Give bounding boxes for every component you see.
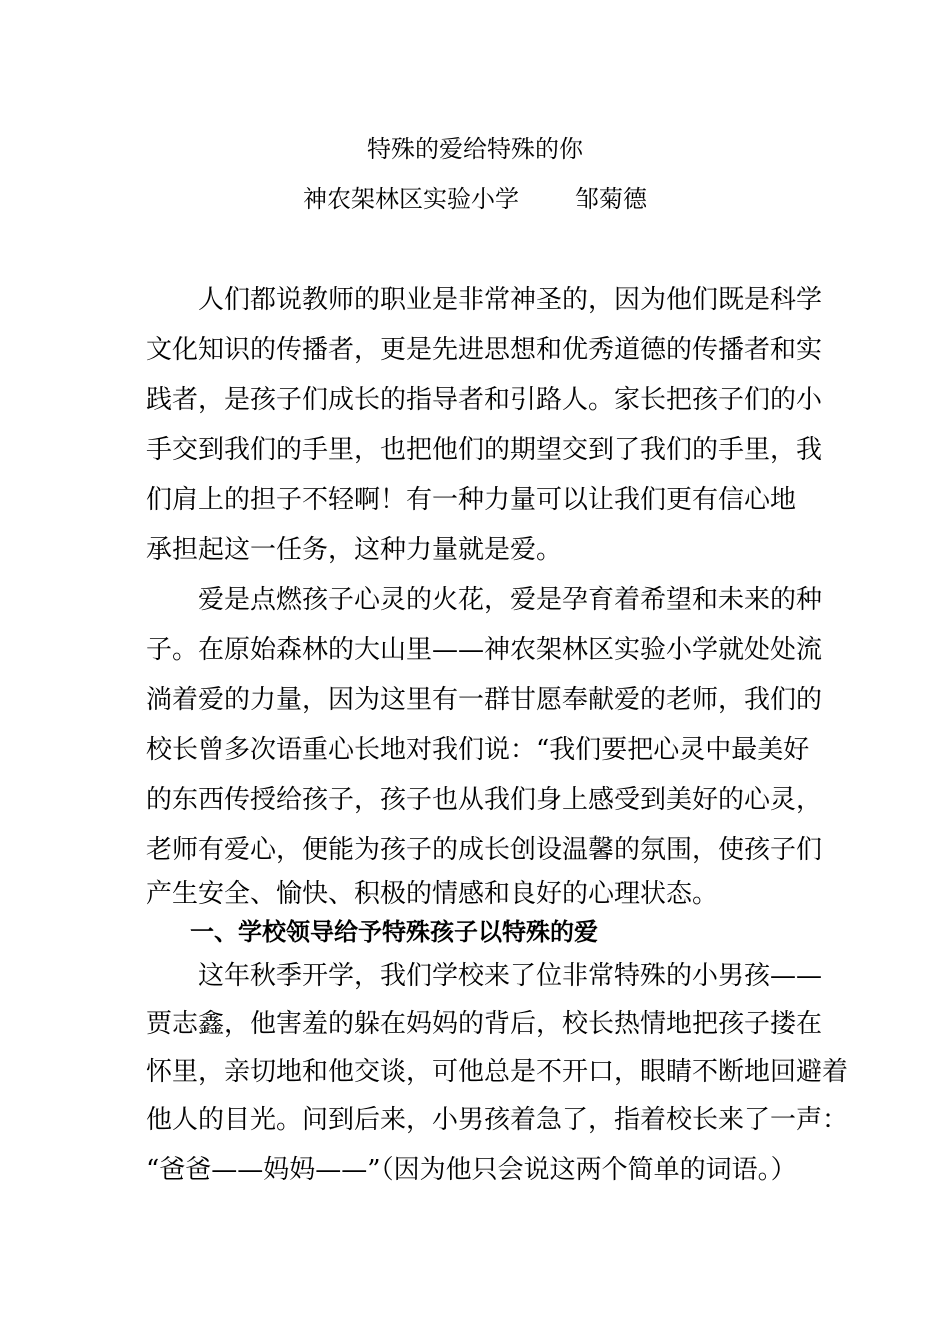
paragraph-line: 怀里，亲切地和他交谈，可他总是不开口，眼睛不断地回避着 bbox=[146, 1057, 849, 1087]
paragraph-line: 文化知识的传播者，更是先进思想和优秀道德的传播者和实 bbox=[146, 335, 823, 365]
paragraph-line: 这年秋季开学，我们学校来了位非常特殊的小男孩—— bbox=[198, 961, 823, 991]
document-title: 特殊的爱给特殊的你 bbox=[367, 135, 583, 163]
paragraph-line: 子。在原始森林的大山里——神农架林区实验小学就处处流 bbox=[146, 635, 823, 665]
paragraph-line: 爱是点燃孩子心灵的火花，爱是孕育着希望和未来的种 bbox=[198, 585, 823, 615]
school-name: 神农架林区实验小学 bbox=[303, 185, 519, 213]
paragraph-line: 淌着爱的力量，因为这里有一群甘愿奉献爱的老师，我们的 bbox=[146, 685, 823, 715]
paragraph-line: 贾志鑫，他害羞的躲在妈妈的背后，校长热情地把孩子搂在 bbox=[146, 1009, 823, 1039]
paragraph-line: 践者，是孩子们成长的指导者和引路人。家长把孩子们的小 bbox=[146, 385, 823, 415]
section-heading: 一、学校领导给予特殊孩子以特殊的爱 bbox=[190, 917, 598, 946]
paragraph-line: 承担起这一任务，这种力量就是爱。 bbox=[146, 535, 563, 565]
paragraph-line: 校长曾多次语重心长地对我们说：“我们要把心灵中最美好 bbox=[146, 735, 810, 765]
paragraph-line: 产生安全、愉快、积极的情感和良好的心理状态。 bbox=[146, 879, 719, 909]
paragraph-line: 老师有爱心，便能为孩子的成长创设温馨的氛围，使孩子们 bbox=[146, 835, 823, 865]
byline bbox=[0, 180, 950, 218]
author-name: 邹菊德 bbox=[575, 185, 647, 213]
paragraph-line: 人们都说教师的职业是非常神圣的，因为他们既是科学 bbox=[198, 285, 823, 315]
paragraph-line: “爸爸——妈妈——”（因为他只会说这两个简单的词语。） bbox=[146, 1155, 797, 1185]
paragraph-line: 手交到我们的手里，也把他们的期望交到了我们的手里，我 bbox=[146, 435, 823, 465]
paragraph-line: 他人的目光。问到后来，小男孩着急了，指着校长来了一声： bbox=[146, 1105, 849, 1135]
paragraph-line: 们肩上的担子不轻啊！有一种力量可以让我们更有信心地 bbox=[146, 485, 797, 515]
paragraph-line: 的东西传授给孩子，孩子也从我们身上感受到美好的心灵， bbox=[146, 785, 823, 815]
